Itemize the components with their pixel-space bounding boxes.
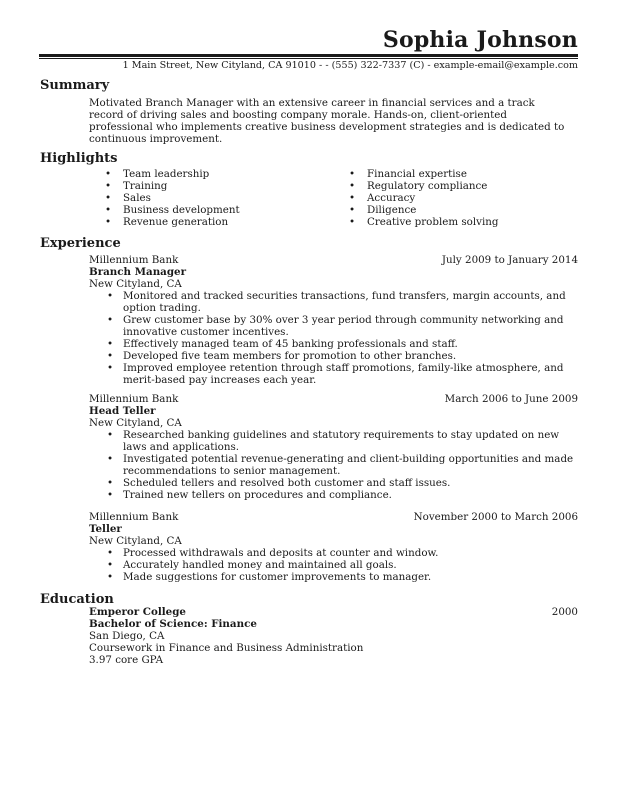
highlight-item: • Accuracy — [349, 192, 499, 204]
education-heading: Education — [40, 592, 114, 607]
highlight-item: • Team leadership — [105, 168, 240, 180]
duty-list — [89, 429, 578, 501]
coursework: Coursework in Finance and Business Administration — [89, 642, 364, 654]
duty-list — [89, 547, 578, 583]
school-location: San Diego, CA — [89, 630, 165, 642]
school-name: Emperor College — [89, 606, 186, 618]
highlight-item: • Financial expertise — [349, 168, 499, 180]
degree: Bachelor of Science: Finance — [89, 618, 257, 630]
highlight-item: • Creative problem solving — [349, 216, 499, 228]
highlights-left-list — [105, 168, 240, 228]
header-divider-thick — [39, 54, 578, 57]
job-dates: November 2000 to March 2006 — [413, 511, 578, 523]
job-location: New Cityland, CA — [89, 278, 182, 290]
highlights-right-list — [349, 168, 499, 228]
job-title: Branch Manager — [89, 266, 187, 278]
company-name: Millennium Bank — [89, 511, 179, 523]
experience-heading: Experience — [40, 236, 121, 251]
highlight-item: • Sales — [105, 192, 240, 204]
company-name: Millennium Bank — [89, 393, 179, 405]
duty-item: • Developed five team members for promotion to other branches. — [89, 350, 578, 362]
job-title: Teller — [89, 523, 122, 535]
job-location: New Cityland, CA — [89, 535, 182, 547]
duty-item: • Researched banking guidelines and statutory requirements to stay updated on new laws and applications. — [89, 429, 578, 453]
job-title: Head Teller — [89, 405, 156, 417]
contact-line: 1 Main Street, New Cityland, CA 91010 - - (555) 322-7337 (C) - example-email@example.com — [122, 60, 578, 71]
job-entry — [89, 254, 578, 386]
duty-item: • Made suggestions for customer improvements to manager. — [89, 571, 578, 583]
duty-item: • Grew customer base by 30% over 3 year period through community networking and innovative customer incentives. — [89, 314, 578, 338]
highlights-heading: Highlights — [40, 151, 118, 166]
job-location: New Cityland, CA — [89, 417, 182, 429]
duty-item: • Processed withdrawals and deposits at counter and window. — [89, 547, 578, 559]
highlight-item: • Revenue generation — [105, 216, 240, 228]
education-entry — [89, 606, 578, 666]
duty-list — [89, 290, 578, 386]
gpa: 3.97 core GPA — [89, 654, 164, 666]
candidate-name: Sophia Johnson — [382, 27, 578, 53]
duty-item: • Improved employee retention through staff promotions, family-like atmosphere, and merit-based pay increases each year. — [89, 362, 578, 386]
duty-item: • Effectively managed team of 45 banking professionals and staff. — [89, 338, 578, 350]
duty-item: • Investigated potential revenue-generating and client-building opportunities and made recommendations to senior management. — [89, 453, 578, 477]
header-divider-thin — [39, 58, 578, 59]
duty-item: • Trained new tellers on procedures and compliance. — [89, 489, 578, 501]
duty-item: • Monitored and tracked securities transactions, fund transfers, margin accounts, and option trading. — [89, 290, 578, 314]
highlight-item: • Training — [105, 180, 240, 192]
company-name: Millennium Bank — [89, 254, 179, 266]
highlight-item: • Business development — [105, 204, 240, 216]
job-entry — [89, 511, 578, 583]
job-dates: March 2006 to June 2009 — [444, 393, 578, 405]
job-dates: July 2009 to January 2014 — [441, 254, 578, 266]
summary-text: Motivated Branch Manager with an extensive career in financial services and a track record of driving sales and boosting company morale. Hands-on, client-oriented professional who implements creative business development strategies and is dedicated to continuous improvement. — [89, 97, 565, 145]
highlight-item: • Regulatory compliance — [349, 180, 499, 192]
duty-item: • Scheduled tellers and resolved both customer and staff issues. — [89, 477, 578, 489]
job-entry — [89, 393, 578, 501]
summary-heading: Summary — [40, 78, 110, 93]
graduation-year: 2000 — [551, 606, 578, 618]
duty-item: • Accurately handled money and maintained all goals. — [89, 559, 578, 571]
highlight-item: • Diligence — [349, 204, 499, 216]
